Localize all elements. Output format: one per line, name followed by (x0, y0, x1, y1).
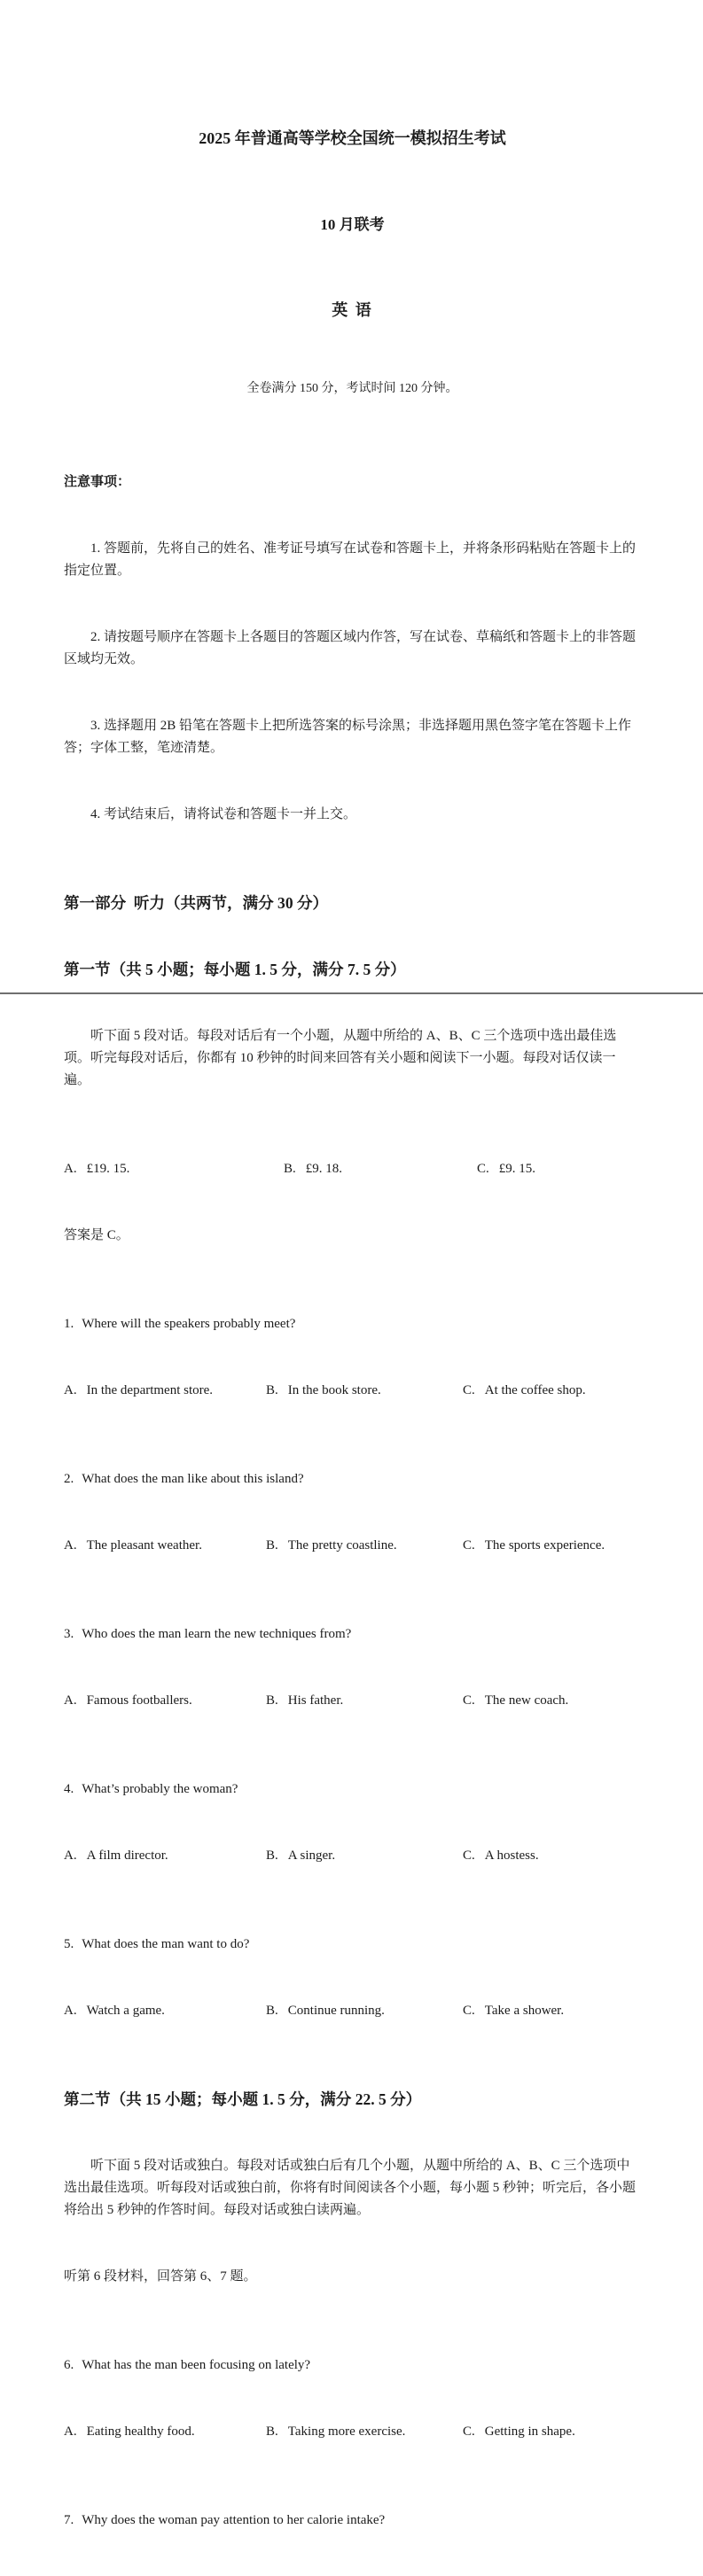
option-a (64, 2421, 266, 2443)
option-text: A film director. (86, 1848, 168, 1863)
option-label: B. (266, 2424, 278, 2439)
option-text: The sports experience. (484, 1538, 605, 1553)
option-label: C. (463, 2424, 475, 2439)
question-number: 3. (64, 1627, 74, 1641)
option-text: Take a shower. (484, 2004, 565, 2018)
option-c (463, 1690, 641, 1712)
sample-option-a (64, 1158, 284, 1180)
option-label: B. (284, 1162, 296, 1176)
option-text: £19. 15. (86, 1162, 130, 1176)
question-text: Who does the man learn the new techniques from? (82, 1627, 352, 1641)
option-text: In the book store. (287, 1383, 381, 1397)
question-6-options (64, 2421, 641, 2443)
question-4-options (64, 1845, 641, 1867)
question-2-options (64, 1535, 641, 1557)
option-label: B. (266, 1538, 278, 1553)
option-text: Famous footballers. (86, 1693, 192, 1708)
option-b (266, 1690, 463, 1712)
option-c (463, 1380, 641, 1402)
option-label: A. (64, 1162, 77, 1176)
question-number: 4. (64, 1782, 74, 1796)
question-1 (64, 1313, 641, 1335)
question-3-options (64, 1690, 641, 1712)
option-label: B. (266, 1848, 278, 1863)
option-label: C. (463, 1538, 475, 1553)
option-b (266, 1845, 463, 1867)
question-text: Where will the speakers probably meet? (82, 1317, 296, 1331)
question-4 (64, 1778, 641, 1801)
option-c (463, 2000, 641, 2022)
option-text: At the coffee shop. (484, 1383, 586, 1397)
option-label: B. (266, 1693, 278, 1708)
subject-title: 英 语 (332, 301, 373, 319)
option-text: Eating healthy food. (86, 2424, 195, 2439)
question-text: What’s probably the woman? (82, 1782, 238, 1796)
notes-heading: 注意事项： (64, 475, 131, 489)
question-number: 1. (64, 1317, 74, 1331)
option-label: A. (64, 1848, 77, 1863)
question-6 (64, 2354, 641, 2377)
option-label: C. (463, 2004, 475, 2018)
question-text: Why does the woman pay attention to her calorie intake? (82, 2513, 386, 2527)
section2-instructions: 听下面 5 段对话或独白。每段对话或独白后有几个小题，从题中所给的 A、B、C 三个选项中选出最佳选项。听每段对话或独白前，你将有时间阅读各个小题，每小题 5 秒钟；听完后，各小题将给出 5 秒钟的作答时间。每段对话或独白读两遍。 (64, 2159, 637, 2217)
option-label: C. (463, 1693, 475, 1708)
option-b (266, 1380, 463, 1402)
option-text: £9. 15. (498, 1162, 536, 1176)
note-item-3: 3. 选择题用 2B 铅笔在答题卡上把所选答案的标号涂黑；非选择题用黑色签字笔在答题卡上作答；字体工整，笔迹清楚。 (64, 719, 632, 755)
section1-heading: 第一节（共 5 小题；每小题 1. 5 分，满分 7. 5 分） (64, 961, 406, 978)
question-text: What does the man want to do? (82, 1937, 250, 1951)
question-text: What has the man been focusing on lately? (82, 2358, 311, 2372)
question-5-options (64, 2000, 641, 2022)
option-c (463, 1845, 641, 1867)
option-a (64, 1535, 266, 1557)
note-item-1: 1. 答题前，先将自己的姓名、准考证号填写在试卷和答题卡上，并将条形码粘贴在答题卡上的指定位置。 (64, 541, 637, 578)
question-2 (64, 1468, 641, 1490)
option-text: The new coach. (484, 1693, 569, 1708)
sample-answer: 答案是 C。 (64, 1228, 129, 1242)
sample-options-row (64, 1158, 641, 1180)
option-b (266, 2000, 463, 2022)
option-c (463, 1535, 641, 1557)
option-label: A. (64, 1693, 77, 1708)
question-number: 7. (64, 2513, 74, 2527)
option-label: A. (64, 2424, 77, 2439)
option-label: C. (477, 1162, 489, 1176)
section2-heading: 第二节（共 15 小题；每小题 1. 5 分，满分 22. 5 分） (64, 2090, 422, 2108)
option-label: A. (64, 2004, 77, 2018)
option-text: A singer. (287, 1848, 336, 1863)
option-text: The pleasant weather. (86, 1538, 202, 1553)
exam-title: 2025 年普通高等学校全国统一模拟招生考试 (199, 129, 506, 147)
option-label: A. (64, 1383, 77, 1397)
option-text: Taking more exercise. (287, 2424, 406, 2439)
section1-instructions: 听下面 5 段对话。每段对话后有一个小题，从题中所给的 A、B、C 三个选项中选出最佳选项。听完每段对话后，你都有 10 秒钟的时间来回答有关小题和阅读下一小题。每段对话仅读一遍。 (64, 1029, 617, 1087)
question-number: 5. (64, 1937, 74, 1951)
option-text: His father. (287, 1693, 344, 1708)
sample-option-b (284, 1158, 477, 1180)
sample-option-c (477, 1158, 641, 1180)
option-text: £9. 18. (305, 1162, 343, 1176)
option-a (64, 1690, 266, 1712)
note-item-2: 2. 请按题号顺序在答题卡上各题目的答题区域内作答，写在试卷、草稿纸和答题卡上的非答题区域均无效。 (64, 630, 637, 666)
question-7 (64, 2510, 641, 2532)
question-text: What does the man like about this island? (82, 1472, 304, 1486)
option-text: A hostess. (484, 1848, 539, 1863)
question-1-options (64, 1380, 641, 1402)
exam-session: 10 月联考 (320, 216, 385, 233)
question-5 (64, 1934, 641, 1956)
option-label: C. (463, 1848, 475, 1863)
score-time-info: 全卷满分 150 分，考试时间 120 分钟。 (246, 382, 458, 395)
option-text: Getting in shape. (484, 2424, 575, 2439)
question-number: 6. (64, 2358, 74, 2372)
option-label: B. (266, 1383, 278, 1397)
material-note: 听第 6 段材料，回答第 6、7 题。 (64, 2269, 257, 2284)
option-a (64, 2000, 266, 2022)
option-text: Continue running. (287, 2004, 385, 2018)
option-text: Watch a game. (86, 2004, 165, 2018)
option-label: C. (463, 1383, 475, 1397)
option-c (463, 2421, 641, 2443)
option-label: A. (64, 1538, 77, 1553)
option-text: The pretty coastline. (287, 1538, 397, 1553)
option-a (64, 1845, 266, 1867)
option-label: B. (266, 2004, 278, 2018)
option-text: In the department store. (86, 1383, 214, 1397)
note-item-4: 4. 考试结束后，请将试卷和答题卡一并上交。 (90, 807, 357, 821)
option-b (266, 1535, 463, 1557)
question-number: 2. (64, 1472, 74, 1486)
option-b (266, 2421, 463, 2443)
part1-heading: 第一部分 听力（共两节，满分 30 分） (64, 894, 329, 912)
question-3 (64, 1623, 641, 1646)
option-a (64, 1380, 266, 1402)
